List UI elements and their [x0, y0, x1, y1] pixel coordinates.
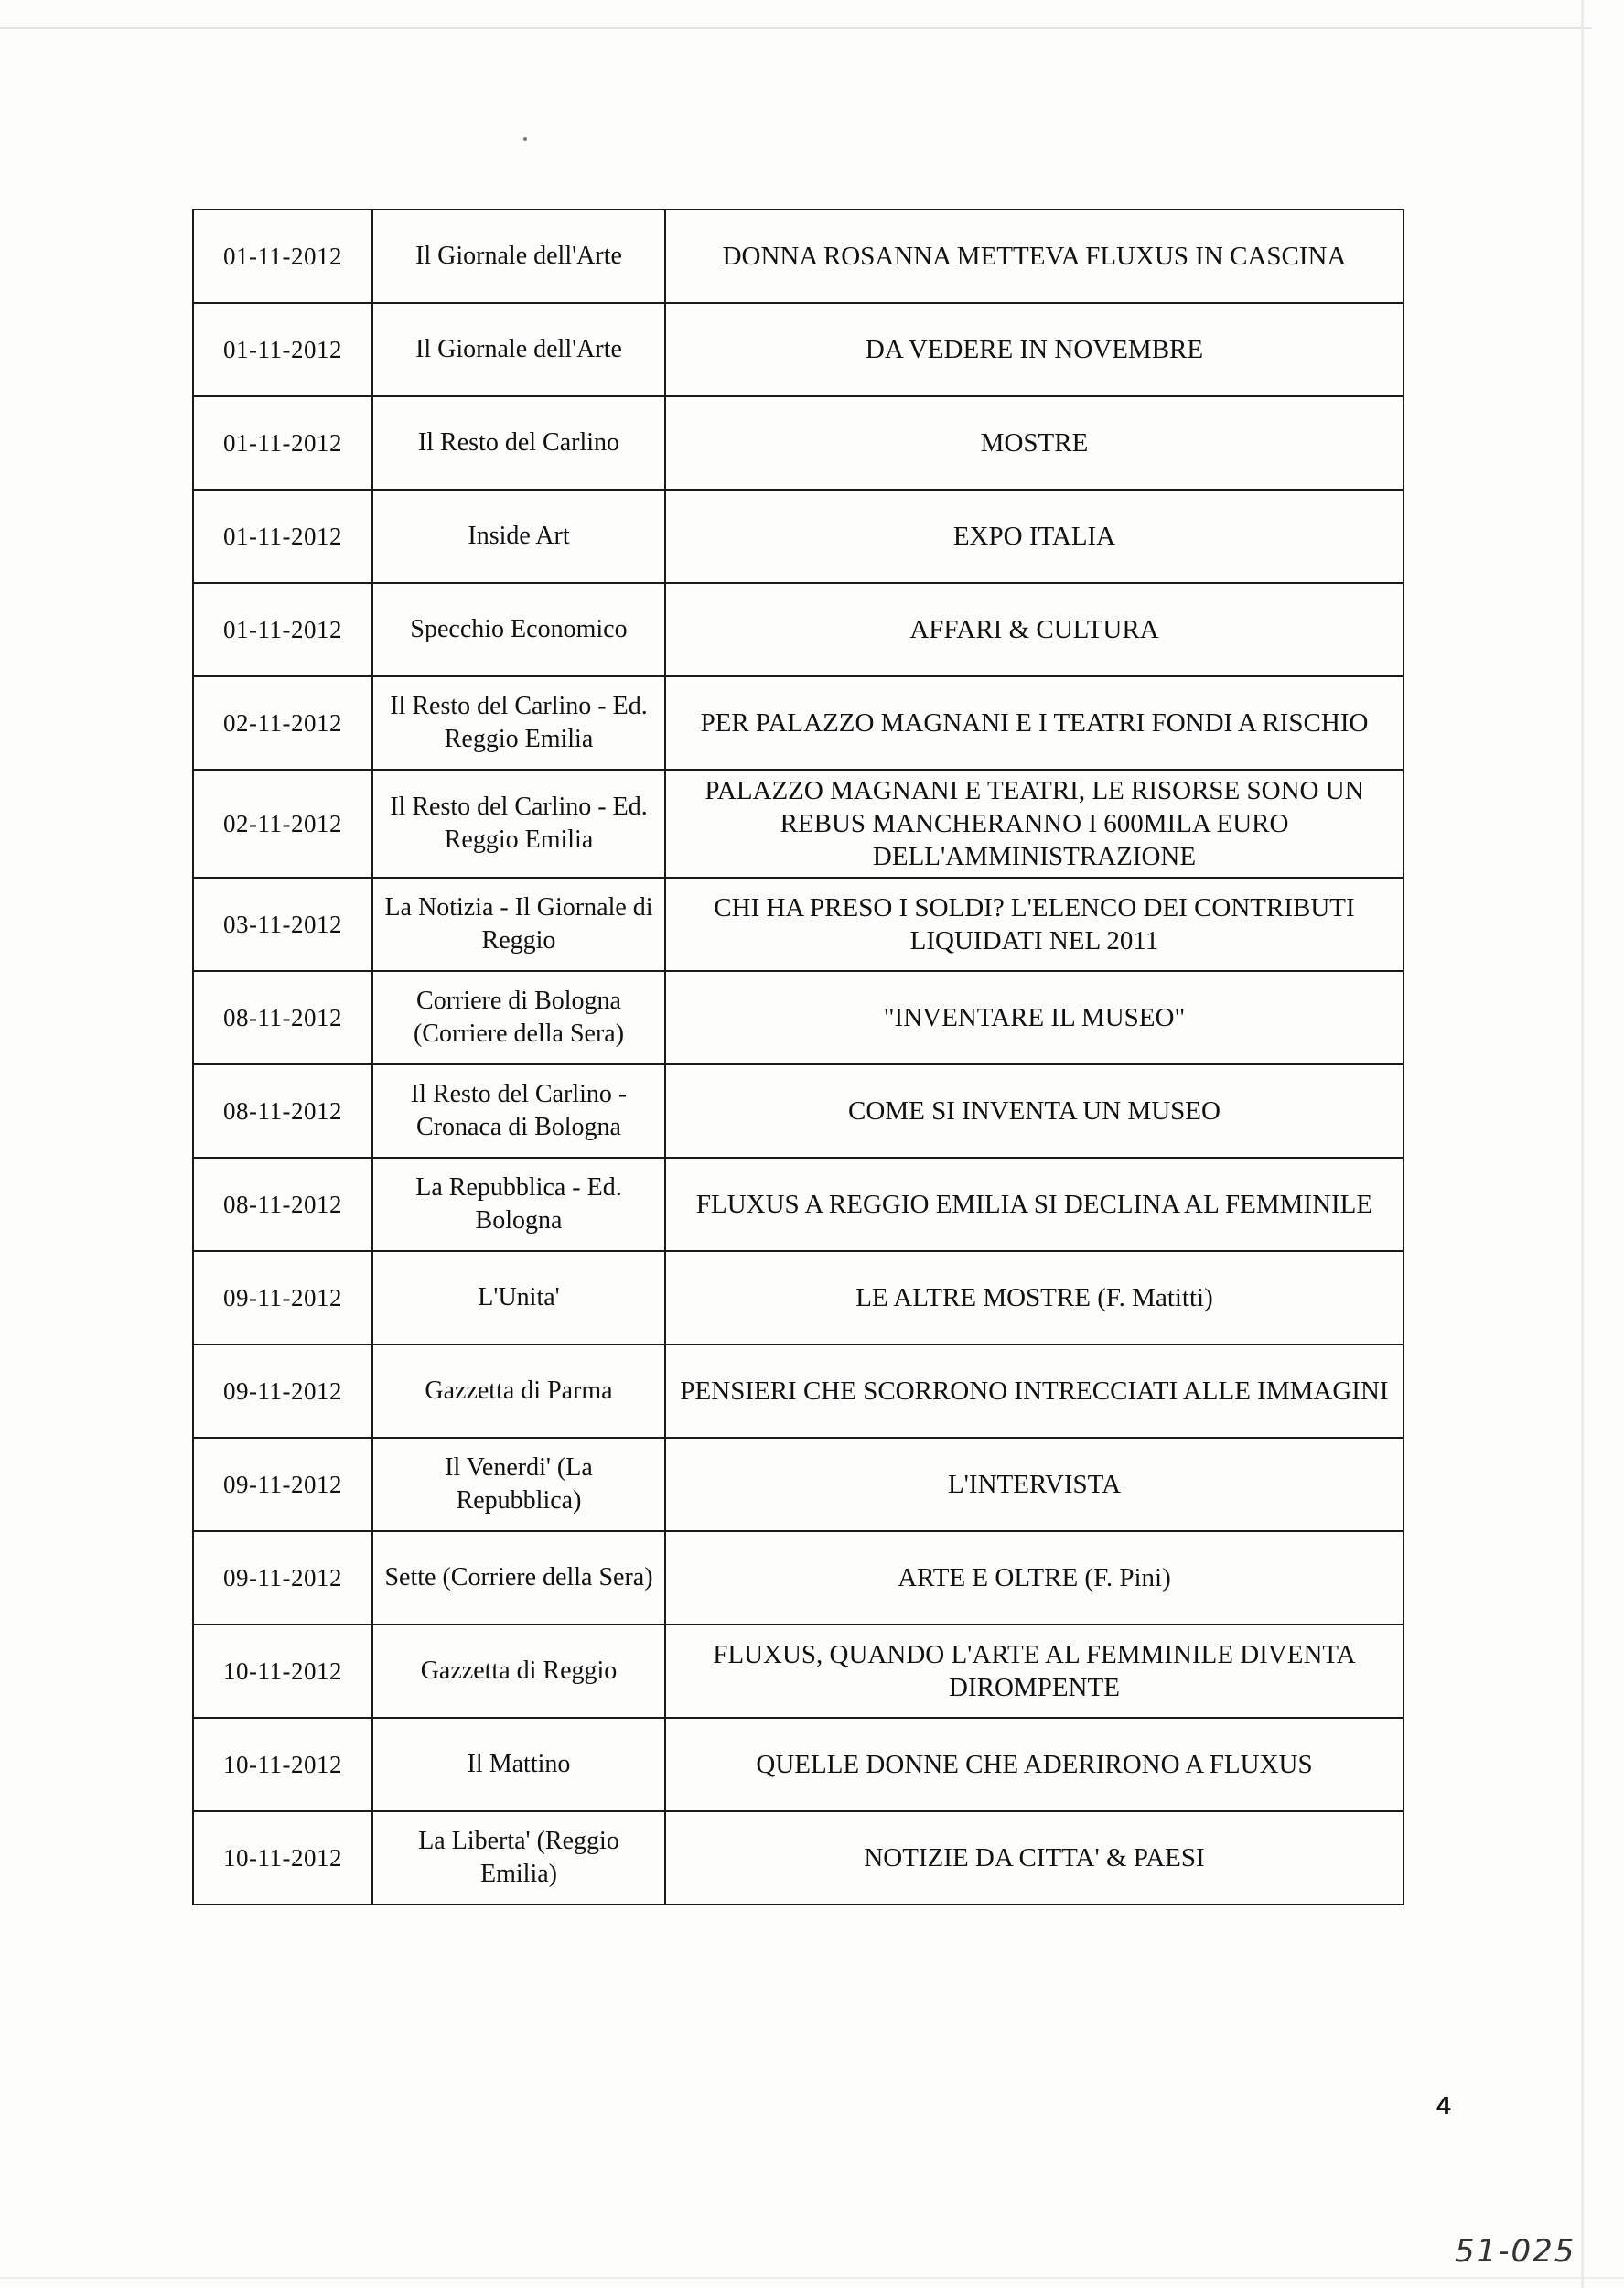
date-cell: 01-11-2012 [193, 490, 372, 583]
table-row [193, 1344, 1404, 1438]
table-row [193, 1718, 1404, 1811]
source-cell: Corriere di Bologna (Corriere della Sera) [372, 971, 665, 1064]
table-row [193, 396, 1404, 490]
date-cell: 10-11-2012 [193, 1718, 372, 1811]
date-cell: 01-11-2012 [193, 583, 372, 676]
table-row [193, 303, 1404, 396]
article-title-cell: NOTIZIE DA CITTA' & PAESI [665, 1811, 1404, 1905]
date-cell: 09-11-2012 [193, 1344, 372, 1438]
source-cell: Il Resto del Carlino [372, 396, 665, 490]
scan-bottom-edge [0, 2277, 1624, 2279]
article-title-cell: COME SI INVENTA UN MUSEO [665, 1064, 1404, 1158]
table-row [193, 1624, 1404, 1718]
date-cell: 08-11-2012 [193, 971, 372, 1064]
source-cell: Il Resto del Carlino - Cronaca di Bologna [372, 1064, 665, 1158]
source-cell: Gazzetta di Reggio [372, 1624, 665, 1718]
source-cell: La Liberta' (Reggio Emilia) [372, 1811, 665, 1905]
date-cell: 01-11-2012 [193, 396, 372, 490]
source-cell: La Repubblica - Ed. Bologna [372, 1158, 665, 1251]
date-cell: 08-11-2012 [193, 1064, 372, 1158]
date-cell: 01-11-2012 [193, 210, 372, 303]
article-title-cell: FLUXUS A REGGIO EMILIA SI DECLINA AL FEMMINILE [665, 1158, 1404, 1251]
table-row [193, 878, 1404, 971]
source-cell: La Notizia - Il Giornale di Reggio [372, 878, 665, 971]
date-cell: 10-11-2012 [193, 1811, 372, 1905]
date-cell: 09-11-2012 [193, 1251, 372, 1344]
press-review-rows [193, 210, 1404, 1905]
scan-speck [523, 137, 527, 141]
article-title-cell: CHI HA PRESO I SOLDI? L'ELENCO DEI CONTRIBUTI LIQUIDATI NEL 2011 [665, 878, 1404, 971]
source-cell: Il Resto del Carlino - Ed. Reggio Emilia [372, 770, 665, 878]
date-cell: 03-11-2012 [193, 878, 372, 971]
table-row [193, 1811, 1404, 1905]
article-title-cell: QUELLE DONNE CHE ADERIRONO A FLUXUS [665, 1718, 1404, 1811]
date-cell: 09-11-2012 [193, 1438, 372, 1531]
table-row [193, 1064, 1404, 1158]
article-title-cell: PER PALAZZO MAGNANI E I TEATRI FONDI A RISCHIO [665, 676, 1404, 770]
source-cell: L'Unita' [372, 1251, 665, 1344]
table-row [193, 770, 1404, 878]
table-row [193, 1158, 1404, 1251]
article-title-cell: "INVENTARE IL MUSEO" [665, 971, 1404, 1064]
article-title-cell: L'INTERVISTA [665, 1438, 1404, 1531]
source-cell: Sette (Corriere della Sera) [372, 1531, 665, 1624]
date-cell: 02-11-2012 [193, 770, 372, 878]
article-title-cell: EXPO ITALIA [665, 490, 1404, 583]
source-cell: Gazzetta di Parma [372, 1344, 665, 1438]
article-title-cell: PALAZZO MAGNANI E TEATRI, LE RISORSE SONO UN REBUS MANCHERANNO I 600MILA EURO DELL'AMMINISTRAZIONE [665, 770, 1404, 878]
table-row [193, 1251, 1404, 1344]
source-cell: Il Giornale dell'Arte [372, 210, 665, 303]
table-row [193, 1438, 1404, 1531]
table-row [193, 490, 1404, 583]
date-cell: 09-11-2012 [193, 1531, 372, 1624]
date-cell: 10-11-2012 [193, 1624, 372, 1718]
source-cell: Il Resto del Carlino - Ed. Reggio Emilia [372, 676, 665, 770]
table-row [193, 676, 1404, 770]
article-title-cell: PENSIERI CHE SCORRONO INTRECCIATI ALLE IMMAGINI [665, 1344, 1404, 1438]
source-cell: Specchio Economico [372, 583, 665, 676]
article-title-cell: DONNA ROSANNA METTEVA FLUXUS IN CASCINA [665, 210, 1404, 303]
source-cell: Il Venerdi' (La Repubblica) [372, 1438, 665, 1531]
table-row [193, 583, 1404, 676]
scan-right-edge [1581, 0, 1584, 2288]
date-cell: 08-11-2012 [193, 1158, 372, 1251]
table-row [193, 210, 1404, 303]
scan-top-edge [0, 27, 1592, 29]
article-title-cell: FLUXUS, QUANDO L'ARTE AL FEMMINILE DIVENTA DIROMPENTE [665, 1624, 1404, 1718]
article-title-cell: ARTE E OLTRE (F. Pini) [665, 1531, 1404, 1624]
source-cell: Inside Art [372, 490, 665, 583]
source-cell: Il Mattino [372, 1718, 665, 1811]
table-row [193, 1531, 1404, 1624]
article-title-cell: MOSTRE [665, 396, 1404, 490]
article-title-cell: LE ALTRE MOSTRE (F. Matitti) [665, 1251, 1404, 1344]
date-cell: 01-11-2012 [193, 303, 372, 396]
article-title-cell: DA VEDERE IN NOVEMBRE [665, 303, 1404, 396]
press-review-table [192, 209, 1404, 1905]
handwritten-archive-code: 51-025 [1455, 2233, 1576, 2270]
source-cell: Il Giornale dell'Arte [372, 303, 665, 396]
page-number: 4 [1436, 2091, 1451, 2120]
table-row [193, 971, 1404, 1064]
date-cell: 02-11-2012 [193, 676, 372, 770]
article-title-cell: AFFARI & CULTURA [665, 583, 1404, 676]
